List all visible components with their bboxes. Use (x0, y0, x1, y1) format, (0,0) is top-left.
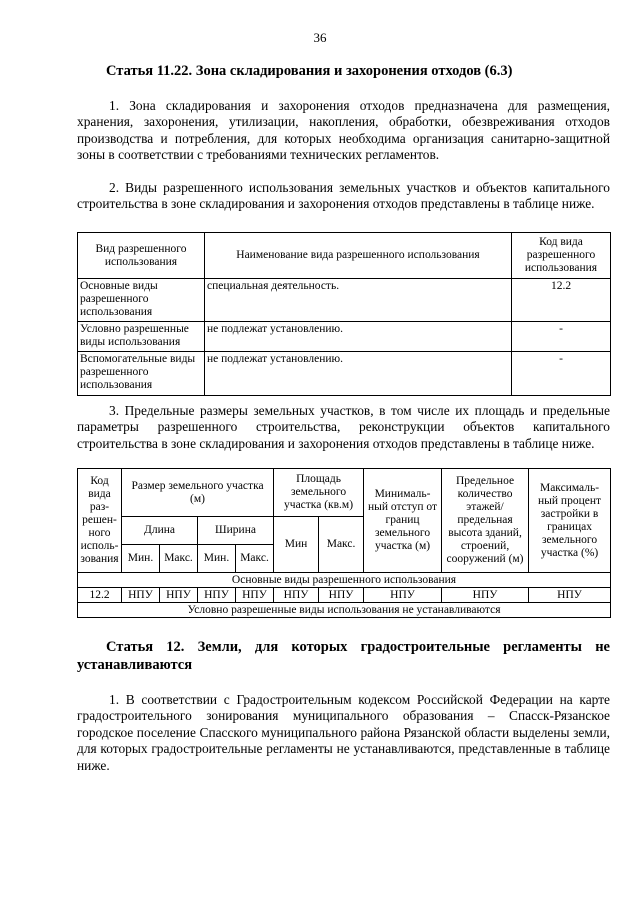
table2-section-conditional: Условно разрешенные виды использования не устанавливаются (78, 603, 611, 618)
table1-name: не подлежат установлению. (205, 322, 512, 352)
table2-cell: НПУ (236, 588, 274, 603)
table2-header-area-min: Мин (274, 517, 319, 573)
table1-name: специальная деятельность. (205, 279, 512, 322)
table2-header-length-min: Мин. (122, 545, 160, 573)
table-row (78, 279, 611, 322)
page-number: 36 (313, 30, 327, 45)
table1-header-code: Код вида разрешенного использования (512, 233, 611, 279)
table2-header-length: Длина (122, 517, 198, 545)
table1-name: не подлежат установлению. (205, 352, 512, 396)
table2-cell: НПУ (319, 588, 364, 603)
table2-header-width: Ширина (198, 517, 274, 545)
table2-header-size: Размер земельного участка (м) (122, 469, 274, 517)
table2-cell: НПУ (274, 588, 319, 603)
table2-header-percent: Максималь-ный процент застройки в границах земельного участка (%) (529, 469, 611, 573)
table2-cell: 12.2 (78, 588, 122, 603)
article-11-22-paragraph-2: 2. Виды разрешенного использования земельных участков и объектов капитального строительства в зоне складирования и захоронения отходов представлены в таблице ниже. (77, 180, 610, 212)
table1-code: - (512, 322, 611, 352)
table2-cell: НПУ (122, 588, 160, 603)
article-11-22-title: Статья 11.22. Зона складирования и захоронения отходов (6.3) (106, 63, 513, 79)
article-12-title: Статья 12. Земли, для которых градостроительные регламенты не устанавливаются (77, 639, 610, 673)
table-row (78, 322, 611, 352)
article-11-22-paragraph-1: 1. Зона складирования и захоронения отходов предназначена для размещения, хранения, захоронения, утилизации, накопления, обработки, обезвреживания отходов производства и потребления, для которых необходима организация санитарно-защитной зоны в соответствии с требованиями технических регламентов. (77, 98, 610, 163)
table2-header-area: Площадь земельного участка (кв.м) (274, 469, 364, 517)
permitted-use-table (77, 232, 611, 396)
table2-header-area-max: Макс. (319, 517, 364, 573)
table2-header-width-min: Мин. (198, 545, 236, 573)
table1-kind: Основные виды разрешенного использования (78, 279, 205, 322)
table1-header-kind: Вид разрешенного использования (78, 233, 205, 279)
table2-header-code: Код вида раз-решен-ного исполь-зования (78, 469, 122, 573)
table2-cell: НПУ (529, 588, 611, 603)
article-11-22-paragraph-3: 3. Предельные размеры земельных участков, в том числе их площадь и предельные параметры разрешенного строительства, реконструкции объектов капитального строительства в зоне складирования и захоронения отходов представлены в таблице ниже. (77, 403, 610, 451)
table2-cell: НПУ (442, 588, 529, 603)
table1-code: - (512, 352, 611, 396)
table-row (78, 352, 611, 396)
article-12-paragraph-1: 1. В соответствии с Градостроительным кодексом Российской Федерации на карте градостроительного зонирования муниципального образования – Спасск-Рязанское городское поселение Спасского муниципального района Рязанской области выделены земли, для которых градостроительные регламенты не устанавливаются, представленные в таблице ниже. (77, 692, 610, 773)
table2-cell: НПУ (198, 588, 236, 603)
table-row (78, 588, 611, 603)
table2-header-width-max: Макс. (236, 545, 274, 573)
table2-cell: НПУ (364, 588, 442, 603)
table1-code: 12.2 (512, 279, 611, 322)
table1-kind: Условно разрешенные виды использования (78, 322, 205, 352)
table2-section-main: Основные виды разрешенного использования (78, 573, 611, 588)
table2-header-length-max: Макс. (160, 545, 198, 573)
table1-header-name: Наименование вида разрешенного использования (205, 233, 512, 279)
table2-cell: НПУ (160, 588, 198, 603)
table1-kind: Вспомогательные виды разрешенного использования (78, 352, 205, 396)
table2-header-floors: Предельное количество этажей/ предельная высота зданий, строений, сооружений (м) (442, 469, 529, 573)
limit-parameters-table (77, 468, 611, 618)
table2-header-indent: Минималь-ный отступ от границ земельного участка (м) (364, 469, 442, 573)
